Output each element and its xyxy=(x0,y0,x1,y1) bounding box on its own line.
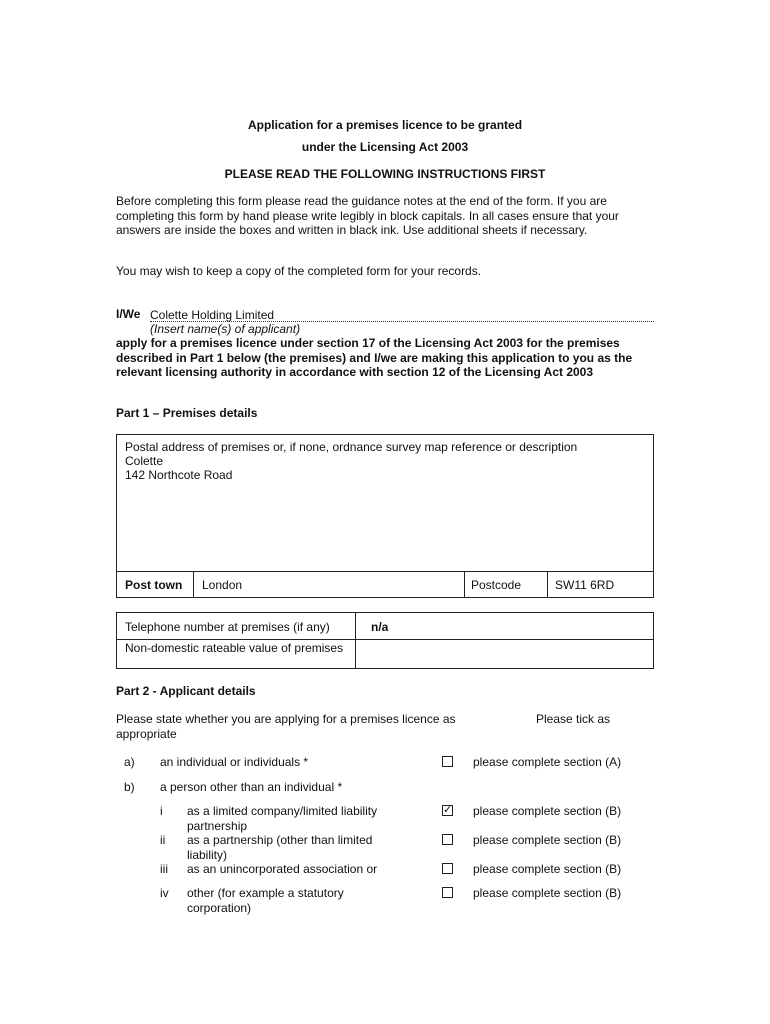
sub-option-checkbox[interactable] xyxy=(442,805,453,816)
address-line1[interactable]: Colette xyxy=(125,454,164,468)
rateable-label: Non-domestic rateable value of premises xyxy=(125,641,344,655)
sub-option-marker: iii xyxy=(160,862,168,876)
premises-address-box xyxy=(116,434,654,598)
sub-option-label: other (for example a statutory corporation) xyxy=(187,886,344,915)
post-town-label: Post town xyxy=(125,578,183,592)
applicant-label: I/We xyxy=(116,307,141,321)
rateable-field[interactable] xyxy=(371,645,641,661)
sub-option-action: please complete section (B) xyxy=(473,833,622,847)
sub-option-checkbox[interactable] xyxy=(442,834,453,845)
post-town-field[interactable]: London xyxy=(202,578,243,592)
address-line2[interactable]: 142 Northcote Road xyxy=(125,468,233,482)
postcode-label-divider xyxy=(464,571,465,597)
sub-option-marker: i xyxy=(160,804,163,818)
sub-option-action: please complete section (B) xyxy=(473,862,622,876)
sub-option-action: please complete section (B) xyxy=(473,804,622,818)
post-town-divider xyxy=(193,571,194,597)
part2-question: Please state whether you are applying for a premises licence as appropriate xyxy=(116,712,456,741)
applicant-statement: apply for a premises licence under section 17 of the Licensing Act 2003 for the premises described in Part 1 below (the premises) and I/we are making this application to you as the relevant licensing authority in accordance with section 12 of the Licensing Act 2003 xyxy=(116,336,633,379)
telephone-divider xyxy=(355,613,356,668)
postcode-field[interactable]: SW11 6RD xyxy=(555,578,615,592)
sub-option-marker: ii xyxy=(160,833,166,847)
applicant-name-field[interactable]: Colette Holding Limited xyxy=(150,308,275,322)
telephone-label: Telephone number at premises (if any) xyxy=(125,620,330,634)
part2-heading: Part 2 - Applicant details xyxy=(116,684,256,698)
telephone-rateable-box xyxy=(116,612,654,669)
sub-option-label: as a limited company/limited liability partnership xyxy=(187,804,378,833)
records-note: You may wish to keep a copy of the completed form for your records. xyxy=(116,264,482,278)
option-a-checkbox[interactable] xyxy=(442,756,453,767)
postcode-label: Postcode xyxy=(471,578,522,592)
option-a-label: an individual or individuals * xyxy=(160,755,309,769)
address-divider xyxy=(117,571,653,572)
option-b-label: a person other than an individual * xyxy=(160,780,343,794)
form-title: Application for a premises licence to be granted xyxy=(247,118,523,132)
address-label: Postal address of premises or, if none, ordnance survey map reference or description xyxy=(125,440,578,454)
sub-option-action: please complete section (B) xyxy=(473,886,622,900)
instructions-heading: PLEASE READ THE FOLLOWING INSTRUCTIONS FIRST xyxy=(224,167,546,181)
intro-paragraph: Before completing this form please read the guidance notes at the end of the form. If you are completing this form by hand please write legibly in block capitals. In all cases ensure that your answers are inside the boxes and written in black ink. Use additional sheets if necessary. xyxy=(116,194,619,237)
check-mark-icon: ✓ xyxy=(443,804,453,816)
form-subtitle: under the Licensing Act 2003 xyxy=(301,140,469,154)
telephone-field[interactable]: n/a xyxy=(371,620,389,634)
option-a-action: please complete section (A) xyxy=(473,755,622,769)
option-b-marker: b) xyxy=(124,780,135,794)
sub-option-checkbox[interactable] xyxy=(442,887,453,898)
tick-hint: Please tick as xyxy=(536,712,611,726)
part1-heading: Part 1 – Premises details xyxy=(116,406,258,420)
sub-option-marker: iv xyxy=(160,886,169,900)
sub-option-label: as a partnership (other than limited liability) xyxy=(187,833,373,862)
sub-option-checkbox[interactable] xyxy=(442,863,453,874)
telephone-row-divider xyxy=(117,639,653,640)
option-a-marker: a) xyxy=(124,755,135,769)
applicant-hint: (Insert name(s) of applicant) xyxy=(150,322,301,336)
sub-option-label: as an unincorporated association or xyxy=(187,862,378,876)
postcode-value-divider xyxy=(547,571,548,597)
